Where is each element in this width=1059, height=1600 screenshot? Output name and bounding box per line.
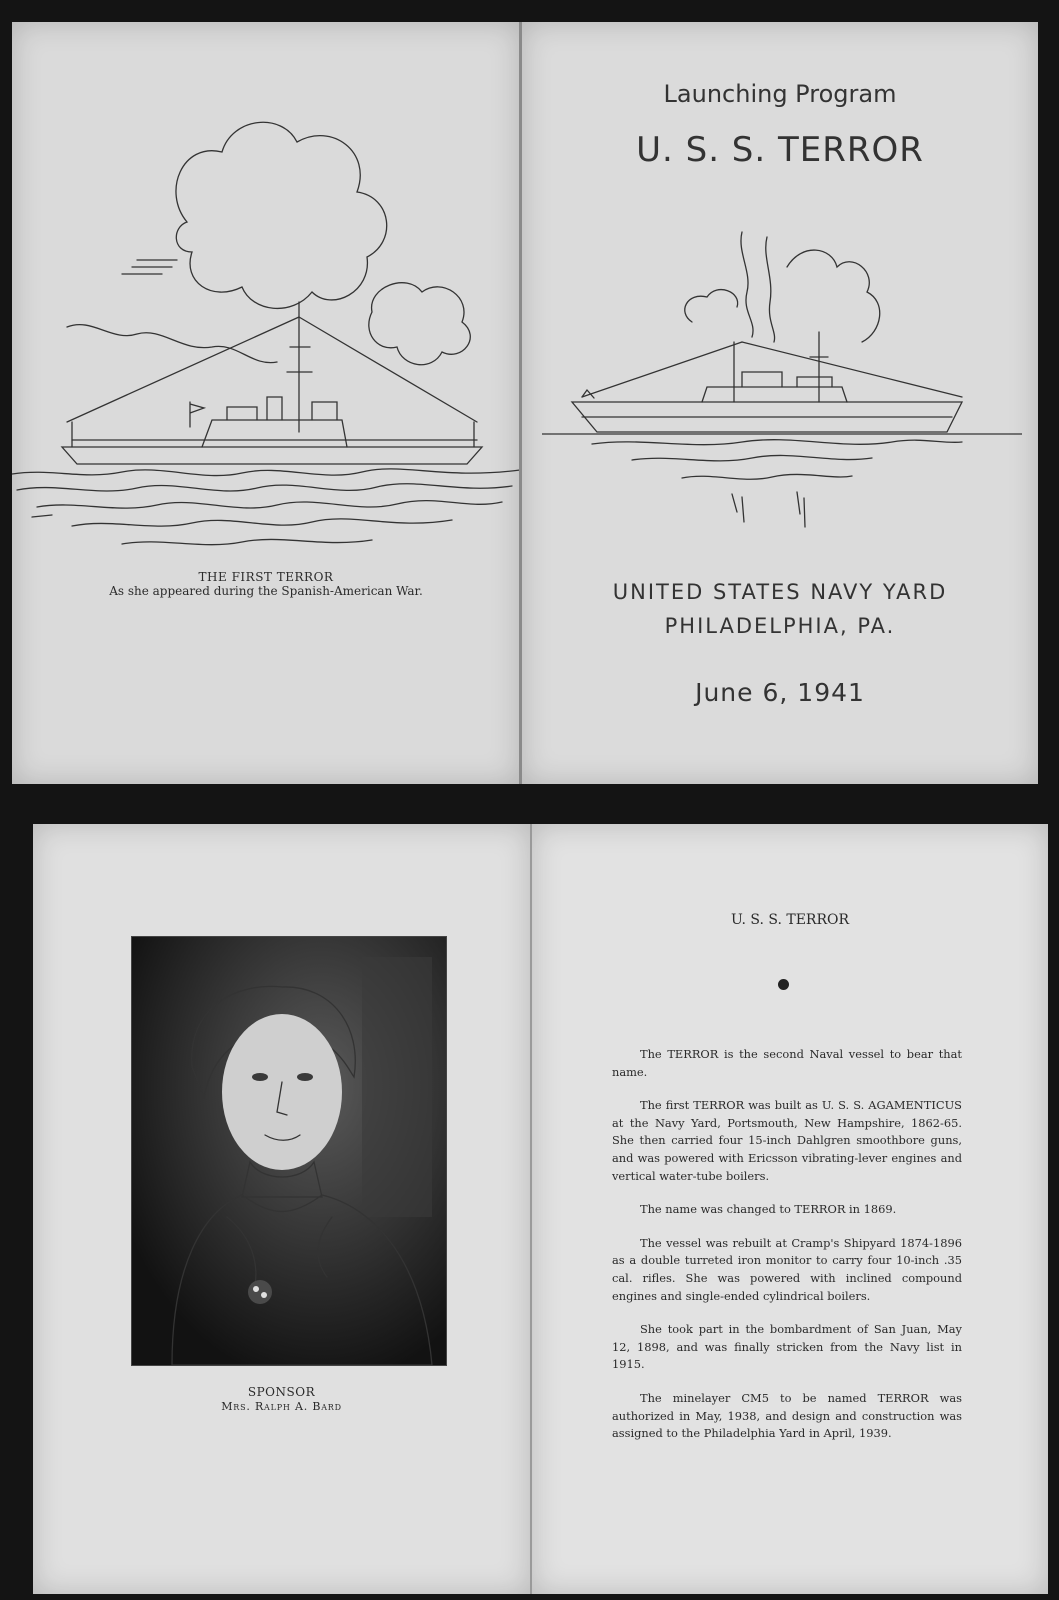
frontispiece-page bbox=[12, 22, 520, 784]
minelayer-illustration bbox=[542, 222, 1022, 532]
ship-name-title: U. S. S. TERROR bbox=[636, 130, 924, 170]
cover-page bbox=[522, 22, 1038, 784]
launch-date: June 6, 1941 bbox=[695, 678, 865, 707]
history-title: U. S. S. TERROR bbox=[730, 912, 850, 928]
sponsor-portrait-photo bbox=[131, 936, 447, 1366]
history-paragraph: The vessel was rebuilt at Cramp's Shipyard 1874-1896 as a double turreted iron monitor to carry four 10-inch .35 cal. rifles. She was powered with inclined compound engines and single-ended cylindrical boilers. bbox=[612, 1235, 962, 1303]
illustration-caption-title: THE FIRST TERROR bbox=[198, 570, 334, 584]
history-paragraph: The first TERROR was built as U. S. S. AGAMENTICUS at the Navy Yard, Portsmouth, New Hampshire, 1862-65. She then carried four 15-inch Dahlgren smoothbore guns, and was powered with Ericsson vibrating-lever engines and vertical water-tube boilers. bbox=[612, 1098, 962, 1183]
history-paragraph: The minelayer CM5 to be named TERROR was authorized in May, 1938, and design and construction was assigned to the Philadelphia Yard in April, 1939. bbox=[612, 1390, 962, 1441]
history-page bbox=[532, 824, 1048, 1594]
history-paragraph: The TERROR is the second Naval vessel to bear that name. bbox=[612, 1047, 962, 1079]
program-label: Launching Program bbox=[663, 80, 897, 108]
history-paragraph: The name was changed to TERROR in 1869. bbox=[640, 1202, 897, 1217]
sponsor-title: SPONSOR bbox=[247, 1385, 316, 1399]
navy-yard-name: UNITED STATES NAVY YARD bbox=[612, 580, 948, 604]
first-terror-illustration bbox=[12, 102, 520, 562]
sponsor-page bbox=[33, 824, 530, 1594]
bullet-dot bbox=[778, 979, 789, 990]
booklet-inner-spread bbox=[0, 808, 1059, 1600]
navy-yard-location: PHILADELPHIA, PA. bbox=[664, 614, 896, 638]
history-text bbox=[612, 1046, 962, 1459]
sponsor-name: Mrs. Ralph A. Bard bbox=[221, 1400, 342, 1413]
illustration-caption-subtitle: As she appeared during the Spanish-American War. bbox=[109, 584, 423, 598]
history-paragraph: She took part in the bombardment of San Juan, May 12, 1898, and was finally stricken from the Navy list in 1915. bbox=[612, 1322, 962, 1372]
